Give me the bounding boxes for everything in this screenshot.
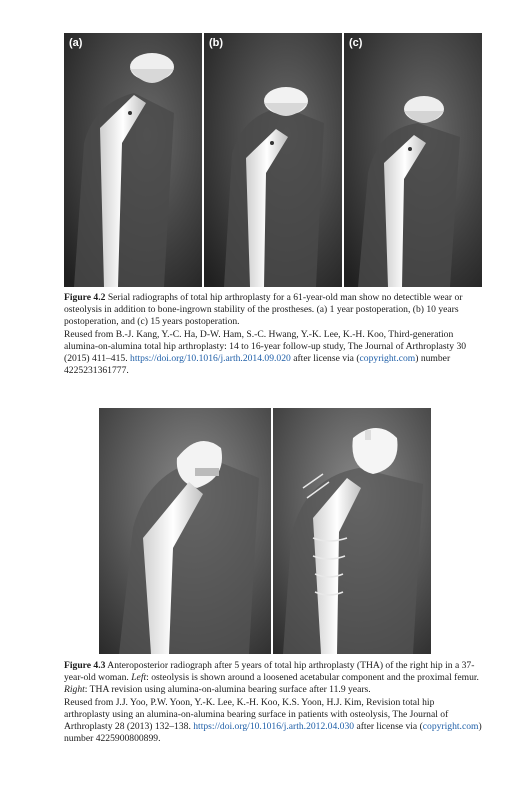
panel-label-c: (c): [349, 37, 363, 49]
figure-4-3-left-label: Left: [131, 672, 147, 684]
radiograph-panel-b: [204, 33, 342, 287]
radiograph-left: [99, 408, 271, 654]
radiograph-panel-c: [344, 33, 482, 287]
figure-4-3-copyright-link[interactable]: copyright.com: [422, 721, 479, 733]
figure-4-2-id: Figure 4.2: [64, 292, 106, 303]
figure-4-3-description: [64, 660, 482, 697]
figure-4-2-image: [64, 33, 482, 287]
figure-4-2-license-prefix: after license via (: [293, 353, 360, 365]
figure-4-2-description: [64, 292, 482, 329]
figure-4-2-reuse: [64, 329, 482, 378]
radiograph-panel-a: [64, 33, 202, 287]
figure-4-3-caption-part3: : THA revision using alumina-on-alumina bearing surface after 11.9 years.: [84, 684, 371, 696]
figure-4-3-caption-part2: : osteolysis is shown around a loosened acetabular component and the proximal femur.: [146, 672, 479, 684]
figure-4-3-image: [99, 408, 431, 654]
figure-4-3-doi-link[interactable]: https://doi.org/10.1016/j.arth.2012.04.030: [193, 721, 355, 733]
figure-4-2-doi-link[interactable]: https://doi.org/10.1016/j.arth.2014.09.020: [130, 353, 291, 365]
panel-label-a: (a): [69, 37, 83, 49]
radiograph-right: [273, 408, 431, 654]
figure-4-3-caption: [64, 660, 482, 745]
figure-4-3-license-suffix: ) number 4225900800899.: [64, 721, 482, 745]
figure-4-2-caption-text: Serial radiographs of total hip arthroplasty for a 61-year-old man show no detectible wear or osteolysis in addition to bone-ingrown stability of the prostheses. (a) 1 year postoperation, (b) 10 years postoperation, and (c) 15 years postoperation.: [64, 292, 463, 328]
figure-4-3-reuse-text: Reused from J.J. Yoo, P.W. Yoon, Y.-K. Lee, K.-H. Koo, K.S. Yoon, H.J. Kim, Revision total hip arthroplasty using an alumina-on-alumina bearing surface in patients with osteolysis, The Journal of Arthroplasty 28 (2013) 132–138.: [64, 696, 449, 733]
figure-4-2-copyright-link[interactable]: copyright.com: [359, 353, 416, 365]
figure-4-3-id: Figure 4.3: [64, 660, 106, 671]
figure-4-2-caption: [64, 292, 482, 377]
figure-4-2-license-suffix: ) number 4225231361777.: [64, 353, 451, 377]
panel-label-b: (b): [209, 37, 224, 49]
figure-4-3-license-prefix: after license via (: [356, 721, 423, 733]
figure-4-2-reuse-text: Reused from B.-J. Kang, Y.-C. Ha, D-W. Ham, S.-C. Hwang, Y.-K. Lee, K.-H. Koo, Third-generation alumina-on-alumina total hip arthroplasty: 14 to 16-year follow-up study, The Journal of Arthroplasty 30 (2015) 411–415.: [64, 328, 467, 365]
figure-4-3-right-label: Right: [64, 684, 85, 696]
figure-4-3-reuse: [64, 697, 482, 746]
figure-4-3-caption-part1: Anteroposterior radiograph after 5 years of total hip arthroplasty (THA) of the right hip in a 37-year-old woman.: [64, 660, 475, 684]
